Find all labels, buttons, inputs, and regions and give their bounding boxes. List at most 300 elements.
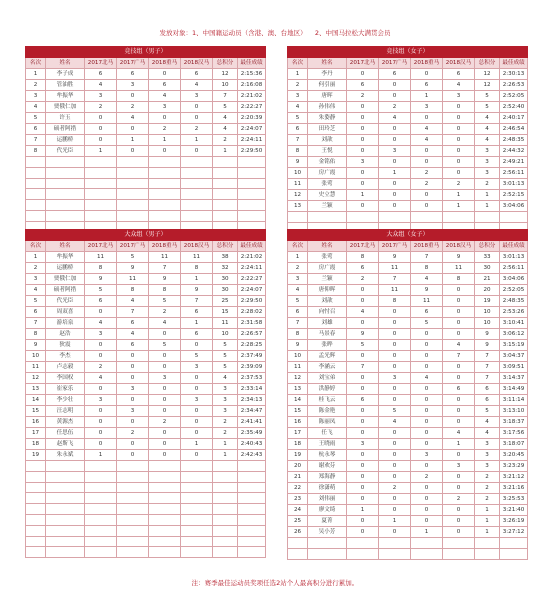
table-row: [288, 135, 528, 146]
table-cell: 4: [149, 91, 181, 102]
table-cell: 8: [26, 146, 46, 157]
table-cell: 5: [475, 91, 500, 102]
table-cell: [117, 514, 149, 525]
table-cell: 赵斯飞: [46, 439, 85, 450]
table-cell: [85, 493, 117, 504]
table-cell: 0: [347, 527, 379, 538]
table-cell: [213, 482, 238, 493]
table-cell: 5: [475, 406, 500, 417]
table-cell: 6: [411, 307, 443, 318]
table-cell: 0: [117, 124, 149, 135]
table-cell: [46, 536, 85, 547]
table-cell: 刘伟丽: [308, 494, 347, 505]
table-cell: 3:10:41: [500, 318, 528, 329]
column-header: 总积分: [475, 58, 500, 69]
table-cell: 0: [181, 406, 213, 417]
table-cell: 1: [475, 190, 500, 201]
table-cell: [117, 167, 149, 178]
table-cell: 3:04:06: [500, 201, 528, 212]
table-cell: 牟振华: [46, 91, 85, 102]
table-cell: 4: [149, 318, 181, 329]
table-cell: 0: [347, 450, 379, 461]
table-cell: 田玲芝: [308, 124, 347, 135]
table-cell: 2:30:13: [500, 69, 528, 80]
table-cell: 0: [411, 190, 443, 201]
table-cell: 11: [213, 318, 238, 329]
table-cell: 20: [288, 461, 308, 472]
column-header: 2018汉马: [181, 58, 213, 69]
table-cell: [117, 157, 149, 168]
column-header: 最佳成绩: [238, 241, 266, 252]
table-cell: 4: [85, 318, 117, 329]
table-cell: 9: [379, 252, 411, 263]
table-cell: 1: [475, 201, 500, 212]
table-cell: 任思伍: [46, 428, 85, 439]
table-row: [26, 373, 266, 384]
table-cell: [149, 461, 181, 472]
table-row: [26, 146, 266, 157]
table-cell: 史立慧: [308, 190, 347, 201]
table-cell: 0: [379, 124, 411, 135]
table-cell: 刘歆: [308, 296, 347, 307]
table-cell: 5: [288, 296, 308, 307]
table-cell: 4: [411, 274, 443, 285]
table-cell: 许玉: [46, 113, 85, 124]
table-cell: [26, 547, 46, 558]
table-cell: 3: [149, 373, 181, 384]
table-cell: [117, 471, 149, 482]
table-cell: [475, 212, 500, 223]
table-cell: [85, 482, 117, 493]
table-cell: 4: [475, 428, 500, 439]
table-cell: 7: [475, 373, 500, 384]
table-cell: 0: [379, 362, 411, 373]
table-row: [288, 285, 528, 296]
table-cell: [379, 548, 411, 559]
table-cell: 0: [347, 318, 379, 329]
table-cell: 代光臣: [46, 296, 85, 307]
table-cell: 3: [475, 168, 500, 179]
table-cell: 运鹏桥: [46, 135, 85, 146]
empty-row: [26, 482, 266, 493]
table-competitive-men: [25, 46, 266, 233]
column-header: 2017北马: [347, 58, 379, 69]
column-header: 总积分: [213, 241, 238, 252]
table-cell: 0: [347, 516, 379, 527]
table-cell: [181, 210, 213, 221]
table-cell: 5: [149, 296, 181, 307]
table-cell: [26, 471, 46, 482]
table-cell: 18: [26, 439, 46, 450]
table-cell: 吴小芳: [308, 527, 347, 538]
table-cell: 0: [411, 395, 443, 406]
table-cell: 6: [347, 395, 379, 406]
table-cell: [85, 461, 117, 472]
table-cell: 8: [411, 263, 443, 274]
table-cell: [149, 547, 181, 558]
table-cell: 0: [443, 417, 475, 428]
table-cell: [85, 157, 117, 168]
table-cell: 兰颖: [308, 201, 347, 212]
table-row: [26, 450, 266, 461]
table-cell: 2: [26, 80, 46, 91]
table-cell: 10: [475, 318, 500, 329]
table-cell: 6: [181, 329, 213, 340]
table-cell: 4: [288, 285, 308, 296]
empty-row: [26, 536, 266, 547]
table-cell: 1: [411, 527, 443, 538]
table-cell: 0: [379, 190, 411, 201]
table-cell: 8: [379, 296, 411, 307]
table-cell: 3:23:29: [500, 461, 528, 472]
table-row: [26, 296, 266, 307]
table-cell: 5: [26, 113, 46, 124]
table-cell: 3: [443, 461, 475, 472]
table-cell: 9: [149, 274, 181, 285]
table-cell: 0: [181, 373, 213, 384]
table-cell: 6: [85, 296, 117, 307]
table-cell: 4: [475, 113, 500, 124]
table-mass-women: [287, 229, 528, 560]
table-cell: 0: [379, 461, 411, 472]
table-cell: 6: [26, 124, 46, 135]
table-cell: 4: [85, 373, 117, 384]
table-row: [26, 439, 266, 450]
table-cell: 5: [149, 340, 181, 351]
table-cell: 6: [475, 395, 500, 406]
table-cell: 李子成: [46, 69, 85, 80]
table-cell: 2:20:39: [238, 113, 266, 124]
table-cell: [46, 493, 85, 504]
table-cell: 3: [475, 157, 500, 168]
table-cell: 0: [347, 102, 379, 113]
table-cell: 12: [288, 373, 308, 384]
table-cell: 0: [411, 69, 443, 80]
table-cell: 3:26:19: [500, 516, 528, 527]
table-cell: 贾俄仁加: [46, 102, 85, 113]
table-cell: 赵浩: [46, 329, 85, 340]
table-cell: 11: [379, 263, 411, 274]
table-cell: 2:56:11: [500, 168, 528, 179]
table-cell: 17: [288, 428, 308, 439]
column-header: 最佳成绩: [500, 241, 528, 252]
table-cell: 11: [26, 362, 46, 373]
table-cell: 2: [288, 263, 308, 274]
table-cell: 0: [85, 439, 117, 450]
table-cell: 4: [213, 373, 238, 384]
table-cell: 4: [347, 307, 379, 318]
table-cell: 汪志明: [46, 406, 85, 417]
table-cell: 7: [475, 351, 500, 362]
table-cell: 廖文绮: [308, 505, 347, 516]
table-cell: 1: [181, 318, 213, 329]
table-cell: 19: [288, 450, 308, 461]
table-cell: 马景春: [308, 329, 347, 340]
table-cell: 2: [411, 472, 443, 483]
table-cell: 任飞: [308, 428, 347, 439]
table-row: [26, 252, 266, 263]
table-row: [288, 124, 528, 135]
column-header: 2017广马: [379, 58, 411, 69]
table-cell: [85, 210, 117, 221]
table-cell: 2:16:08: [238, 80, 266, 91]
table-cell: [379, 538, 411, 549]
table-cell: 4: [117, 296, 149, 307]
table-cell: 7: [26, 135, 46, 146]
table-cell: [181, 200, 213, 211]
table-cell: 唐晖: [308, 91, 347, 102]
table-cell: 1: [379, 516, 411, 527]
table-cell: 11: [149, 252, 181, 263]
table-cell: 0: [85, 113, 117, 124]
table-cell: [46, 461, 85, 472]
table-row: [288, 450, 528, 461]
table-cell: 0: [411, 406, 443, 417]
table-cell: 2:37:53: [238, 373, 266, 384]
table-cell: [238, 167, 266, 178]
table-cell: 0: [149, 439, 181, 450]
empty-row: [288, 538, 528, 549]
table-cell: 0: [411, 428, 443, 439]
table-cell: 0: [117, 373, 149, 384]
table-cell: 9: [26, 340, 46, 351]
table-cell: 0: [443, 157, 475, 168]
table-cell: [46, 178, 85, 189]
table-cell: 2:24:07: [238, 285, 266, 296]
table-cell: 李国权: [46, 373, 85, 384]
table-cell: 2: [85, 362, 117, 373]
table-row: [288, 373, 528, 384]
table-cell: 0: [181, 113, 213, 124]
table-cell: 3:21:40: [500, 505, 528, 516]
column-header: 2017北马: [85, 58, 117, 69]
column-header: 最佳成绩: [238, 58, 266, 69]
table-row: [26, 351, 266, 362]
table-cell: 2:48:35: [500, 135, 528, 146]
table-cell: 3:06:12: [500, 329, 528, 340]
table-cell: 38: [213, 252, 238, 263]
table-cell: [213, 525, 238, 536]
table-row: [288, 406, 528, 417]
column-header: 名次: [288, 241, 308, 252]
table-cell: [213, 167, 238, 178]
table-cell: 0: [181, 417, 213, 428]
table-cell: 0: [347, 168, 379, 179]
table-cell: [411, 548, 443, 559]
table-cell: 0: [181, 340, 213, 351]
table-cell: 0: [379, 80, 411, 91]
table-cell: 0: [411, 146, 443, 157]
table-cell: 26: [288, 527, 308, 538]
table-cell: 0: [347, 69, 379, 80]
table-cell: [117, 504, 149, 515]
table-cell: 2:26:57: [238, 329, 266, 340]
table-cell: 2:34:47: [238, 406, 266, 417]
table-cell: [26, 525, 46, 536]
table-cell: [149, 157, 181, 168]
table-row: [288, 362, 528, 373]
table-cell: 0: [347, 285, 379, 296]
table-cell: 6: [411, 80, 443, 91]
table-cell: 0: [379, 351, 411, 362]
table-cell: 孟光辉: [308, 351, 347, 362]
table-cell: 8: [288, 329, 308, 340]
table-cell: 0: [379, 135, 411, 146]
column-header: 姓名: [46, 58, 85, 69]
table-cell: [181, 461, 213, 472]
table-cell: 何引丽: [308, 80, 347, 91]
table-cell: 张莺: [308, 179, 347, 190]
table-cell: 0: [411, 157, 443, 168]
table-cell: 0: [443, 124, 475, 135]
table-cell: 0: [443, 285, 475, 296]
table-cell: 0: [379, 395, 411, 406]
table-cell: 2: [85, 102, 117, 113]
table-cell: 6: [117, 69, 149, 80]
table-cell: [238, 210, 266, 221]
table-cell: 0: [85, 307, 117, 318]
table-cell: [181, 157, 213, 168]
table-cell: 金铭佑: [308, 157, 347, 168]
table-row: [26, 135, 266, 146]
table-cell: 1: [288, 69, 308, 80]
table-cell: 0: [347, 494, 379, 505]
table-cell: 刘宝弟: [308, 373, 347, 384]
table-row: [288, 505, 528, 516]
table-cell: 1: [288, 252, 308, 263]
table-row: [26, 69, 266, 80]
table-cell: 17: [26, 428, 46, 439]
table-cell: 6: [181, 69, 213, 80]
table-cell: 0: [411, 483, 443, 494]
table-cell: 3:09:51: [500, 362, 528, 373]
table-cell: 8: [26, 329, 46, 340]
table-cell: 0: [379, 450, 411, 461]
table-cell: 4: [213, 124, 238, 135]
table-title: 大众组（男子）: [26, 230, 266, 241]
table-cell: 10: [26, 351, 46, 362]
table-cell: 0: [347, 296, 379, 307]
table-cell: 4: [443, 428, 475, 439]
table-cell: 9: [411, 285, 443, 296]
table-cell: [181, 514, 213, 525]
table-cell: 黄源杰: [46, 417, 85, 428]
table-row: [26, 318, 266, 329]
table-cell: 0: [443, 373, 475, 384]
column-header: 2018重马: [411, 58, 443, 69]
empty-row: [26, 514, 266, 525]
table-cell: 0: [379, 472, 411, 483]
table-cell: 0: [411, 505, 443, 516]
table-cell: 6: [379, 69, 411, 80]
table-cell: [149, 504, 181, 515]
column-header: 2018重马: [411, 241, 443, 252]
table-cell: 3:21:16: [500, 483, 528, 494]
table-cell: 9: [443, 252, 475, 263]
table-cell: 0: [411, 384, 443, 395]
table-cell: 0: [411, 417, 443, 428]
table-cell: [238, 471, 266, 482]
table-cell: 王悦: [308, 146, 347, 157]
table-cell: 11: [117, 274, 149, 285]
eligibility-note: 发放对象：1、中国籍运动员（含港、澳、台地区） 2、中国马拉松大满贯会员: [159, 29, 391, 37]
table-cell: [308, 538, 347, 549]
table-cell: [181, 189, 213, 200]
column-header: 2017广马: [379, 241, 411, 252]
table-cell: 0: [443, 516, 475, 527]
table-row: [288, 428, 528, 439]
table-cell: [213, 536, 238, 547]
table-cell: 0: [443, 318, 475, 329]
table-cell: 8: [149, 285, 181, 296]
table-cell: 2:49:21: [500, 157, 528, 168]
table-row: [288, 351, 528, 362]
table-cell: 0: [443, 135, 475, 146]
table-cell: [149, 471, 181, 482]
table-cell: 0: [347, 201, 379, 212]
table-cell: 0: [443, 483, 475, 494]
table-cell: 13: [26, 384, 46, 395]
table-cell: 1: [443, 439, 475, 450]
table-cell: 3: [85, 329, 117, 340]
table-cell: 5: [213, 102, 238, 113]
table-cell: 2:35:49: [238, 428, 266, 439]
table-cell: 7: [379, 274, 411, 285]
table-cell: [46, 200, 85, 211]
table-cell: 狄震: [46, 340, 85, 351]
table-cell: 11: [181, 252, 213, 263]
table-cell: [26, 210, 46, 221]
table-cell: 11: [443, 263, 475, 274]
table-cell: 0: [411, 113, 443, 124]
table-cell: 3: [411, 102, 443, 113]
table-cell: [213, 504, 238, 515]
table-cell: 0: [181, 146, 213, 157]
table-row: [26, 428, 266, 439]
table-row: [26, 362, 266, 373]
table-cell: 0: [347, 113, 379, 124]
table-cell: 李少壮: [46, 395, 85, 406]
table-cell: 1: [411, 91, 443, 102]
table-cell: 2: [411, 179, 443, 190]
table-cell: 8: [347, 252, 379, 263]
column-header: 2018重马: [149, 241, 181, 252]
table-cell: 2: [475, 179, 500, 190]
table-cell: 2: [379, 483, 411, 494]
table-cell: 3: [26, 91, 46, 102]
table-cell: 陈丽凤: [308, 417, 347, 428]
table-cell: 9: [288, 340, 308, 351]
table-cell: 7: [475, 362, 500, 373]
table-cell: 1: [475, 516, 500, 527]
table-cell: [238, 461, 266, 472]
table-cell: 0: [149, 69, 181, 80]
table-cell: 7: [288, 318, 308, 329]
table-cell: 2:29:50: [238, 146, 266, 157]
table-cell: 10: [213, 80, 238, 91]
table-cell: [213, 157, 238, 168]
table-cell: 0: [379, 201, 411, 212]
table-cell: 3:27:12: [500, 527, 528, 538]
column-header: 总积分: [475, 241, 500, 252]
table-cell: 0: [117, 395, 149, 406]
table-cell: 0: [85, 340, 117, 351]
column-header: 2017北马: [347, 241, 379, 252]
table-cell: 2: [149, 307, 181, 318]
table-row: [288, 516, 528, 527]
empty-row: [26, 525, 266, 536]
table-cell: 2:48:35: [500, 296, 528, 307]
